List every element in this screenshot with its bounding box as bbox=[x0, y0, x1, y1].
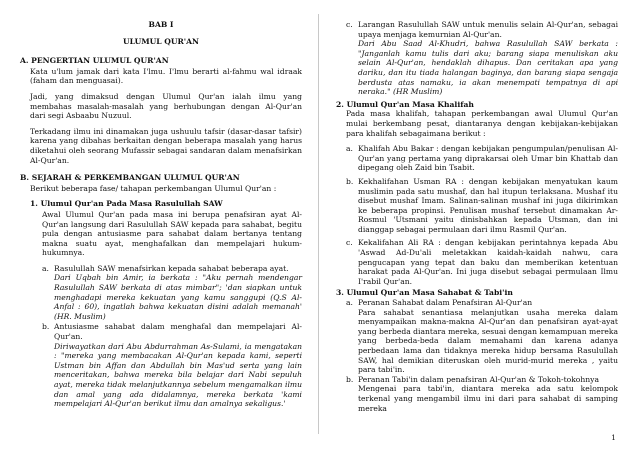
list-marker: b. bbox=[42, 322, 50, 332]
subsection-1-heading: 1. Ulumul Qur'an Pada Masa Rasulullah SAW bbox=[30, 199, 223, 209]
list-item-1a bbox=[20, 264, 302, 322]
list-item-1b bbox=[20, 322, 302, 408]
subsection-2-heading: 2. Ulumul Qur'an Masa Khalifah bbox=[336, 99, 474, 109]
section-a-paragraph-1: Kata u'lum jamak dari kata I'lmu. I'lmu berarti al-fahmu wal idraak (faham dan menguasai). bbox=[30, 66, 302, 86]
section-a-paragraph-2: Jadi, yang dimaksud dengan Ulumul Qur'an ialah ilmu yang membahas masalah-masalah yang berhubungan dengan Al-Qur'an dari segi Asbaabu Nuzuul. bbox=[30, 91, 302, 121]
page-number: 1 bbox=[611, 433, 616, 442]
section-b-intro: Berikut beberapa fase/ tahapan perkembangan Ulumul Qur'an : bbox=[30, 183, 277, 193]
list-item-3a bbox=[336, 298, 618, 375]
list-marker: a. bbox=[346, 144, 353, 154]
chapter-title: BAB I bbox=[148, 20, 174, 29]
section-b-heading: B. SEJARAH & PERKEMBANGAN ULUMUL QUR'AN bbox=[20, 173, 240, 183]
list-item-1c bbox=[336, 20, 618, 97]
subsection-3-heading: 3. Ulumul Qur'an Masa Sahabat & Tabi'in bbox=[336, 288, 513, 298]
list-item-1b-body: Diriwayatkan dari Abu Abdurrahman As-Sulami, ia mengatakan : "mereka yang membacakan Al-Qur'an kepada kami, seperti Ustman bin Affan dan Abdullah bin Mas'ud serta yang lain menceritakan, bahwa mereka bila belajar dari Nabi sepuluh ayat, mereka tidak melanjutkannya sebelum mengamalkan ilmu dan amal yang ada didalamnya, mereka berkata 'kami mempelajari Al-Qur'an berikut ilmu dan amalnya sekaligus.' bbox=[54, 341, 302, 409]
list-item-2a-body: Khalifah Abu Bakar : dengan kebijakan pengumpulan/penulisan Al-Qur'an yang pertama yang diprakarsai oleh Umar bin Khattab dan dipegang oleh Zaid bin Tsabit. bbox=[358, 144, 618, 173]
list-marker: b. bbox=[346, 374, 354, 384]
list-item-3b-title: Peranan Tabi'in dalam penafsiran Al-Qur'an & Tokoh-tokohnya bbox=[358, 374, 599, 384]
section-a-heading: A. PENGERTIAN ULUMUL QUR'AN bbox=[20, 56, 169, 66]
left-column bbox=[20, 20, 302, 409]
list-marker: c. bbox=[346, 238, 353, 248]
list-item-3b-body: Mengenai para tabi'in, diantara mereka ada satu kelompok terkenal yang mengambil ilmu ini dari para sahabat di samping mereka bbox=[358, 384, 618, 413]
right-column bbox=[336, 20, 618, 413]
list-marker: b. bbox=[346, 176, 354, 186]
list-item-1a-title: Rasulullah SAW menafsirkan kepada sahabat beberapa ayat. bbox=[54, 263, 289, 273]
list-item-1b-title: Antusiasme sahabat dalam menghafal dan mempelajari Al-Qur'an. bbox=[54, 322, 302, 342]
subsection-2-paragraph: Pada masa khalifah, tahapan perkembangan awal Ulumul Qur'an mulai berkembang pesat, diantaranya dengan kebijakan-kebijakan para khalifah sebagaimana berikut : bbox=[346, 109, 618, 138]
list-item-1c-body: Dari Abu Saad Al-Khudri, bahwa Rasulullah SAW berkata : "Janganlah kamu tulis dari aku; barang siapa menuliskan aku selain Al-Qur'an, hendaklah dihapus. Dan ceritakan apa yang dariku, dan itu tiada halangan baginya, dan barang siapa sengaja berdusta atas namaku, ia akan menempati tempatnya di api neraka." (HR Muslim) bbox=[358, 39, 618, 97]
list-item-3b bbox=[336, 375, 618, 413]
list-item-2a bbox=[336, 144, 618, 173]
section-a-paragraph-3: Terkadang ilmu ini dinamakan juga ushuulu tafsir (dasar-dasar tafsir) karena yang dibahas berkaitan dengan beberapa masalah yang harus diketahui oleh seorang Mufassir sebagai sandaran dalam menafsirkan Al-Qur'an. bbox=[30, 126, 302, 165]
list-marker: a. bbox=[346, 298, 353, 308]
list-item-2c-body: Kekalifahan Ali RA : dengan kebijakan perintahnya kepada Abu 'Aswad Ad-Du'ali meletakkan kaidah-kaidah nahwu, cara pengucapan yang tepat dan baku dan memberikan ketentuan harakat pada Al-Qur'an. Ini juga disebut sebagai permulaan Ilmu I'rabil Qur'an. bbox=[358, 238, 618, 286]
list-item-3a-title: Peranan Sahabat dalam Penafsiran Al-Qur'an bbox=[358, 298, 533, 308]
list-item-2c bbox=[336, 238, 618, 286]
list-marker: a. bbox=[42, 263, 49, 273]
list-item-2b bbox=[336, 177, 618, 235]
chapter-subtitle: ULUMUL QUR'AN bbox=[123, 36, 199, 46]
list-item-3a-body: Para sahabat senantiasa melanjutkan usaha mereka dalam menyampaikan makna-makna Al-Qur'an dan penafsiran ayat-ayat yang berbeda diantara mereka, sesuai dengan kemampuan mereka yang berbeda-beda dalam memahami dan karena adanya perbedaan lama dan tidaknya mereka hidup bersama Rasulullah SAW, hal demikian diteruskan oleh murid-murid mereka , yaitu para tabi'in. bbox=[358, 307, 618, 375]
subsection-1-paragraph: Awal Ulumul Qur'an pada masa ini berupa penafsiran ayat Al-Qur'an langsung dari Rasulullah SAW kepada para sahabat, begitu pula dengan antusiasme para sahabat dalam bertanya tentang makna suatu ayat, menghafalkan dan mempelajari hukum-hukumnya. bbox=[42, 209, 302, 258]
list-item-2b-body: Kekhalifahan Usman RA : dengan kebijakan menyatukan kaum muslimin pada satu mushaf, dan hal itupun terlaksana. Mushaf itu disebut mushaf Imam. Salinan-salinan mushaf ini juga dikirimkan ke beberapa propinsi. Penulisan mushaf tersebut dinamakan Ar-Rosmul 'Utsmani yaitu dinisbahkan kepada Utsman, dan ini dianggap sebagai permulaan dari ilmu Rasmil Qur'an. bbox=[358, 176, 618, 234]
list-item-1a-body: Dari Uqbah bin Amir, ia berkata : "Aku pernah mendengar Rasulullah SAW berkata di atas mimbar"; 'dan siapkan untuk menghadapi mereka kekuatan yang kamu sanggupi (Q.S Al-Anfal : 60), ingatlah bahwa kekuatan disini adalah memanah' (HR. Muslim) bbox=[54, 273, 302, 321]
column-divider bbox=[318, 14, 319, 434]
list-item-1c-title: Larangan Rasulullah SAW untuk menulis selain Al-Qur'an, sebagai upaya menjaga kemurnian Al-Qur'an. bbox=[358, 20, 618, 39]
list-marker: c. bbox=[346, 20, 353, 29]
